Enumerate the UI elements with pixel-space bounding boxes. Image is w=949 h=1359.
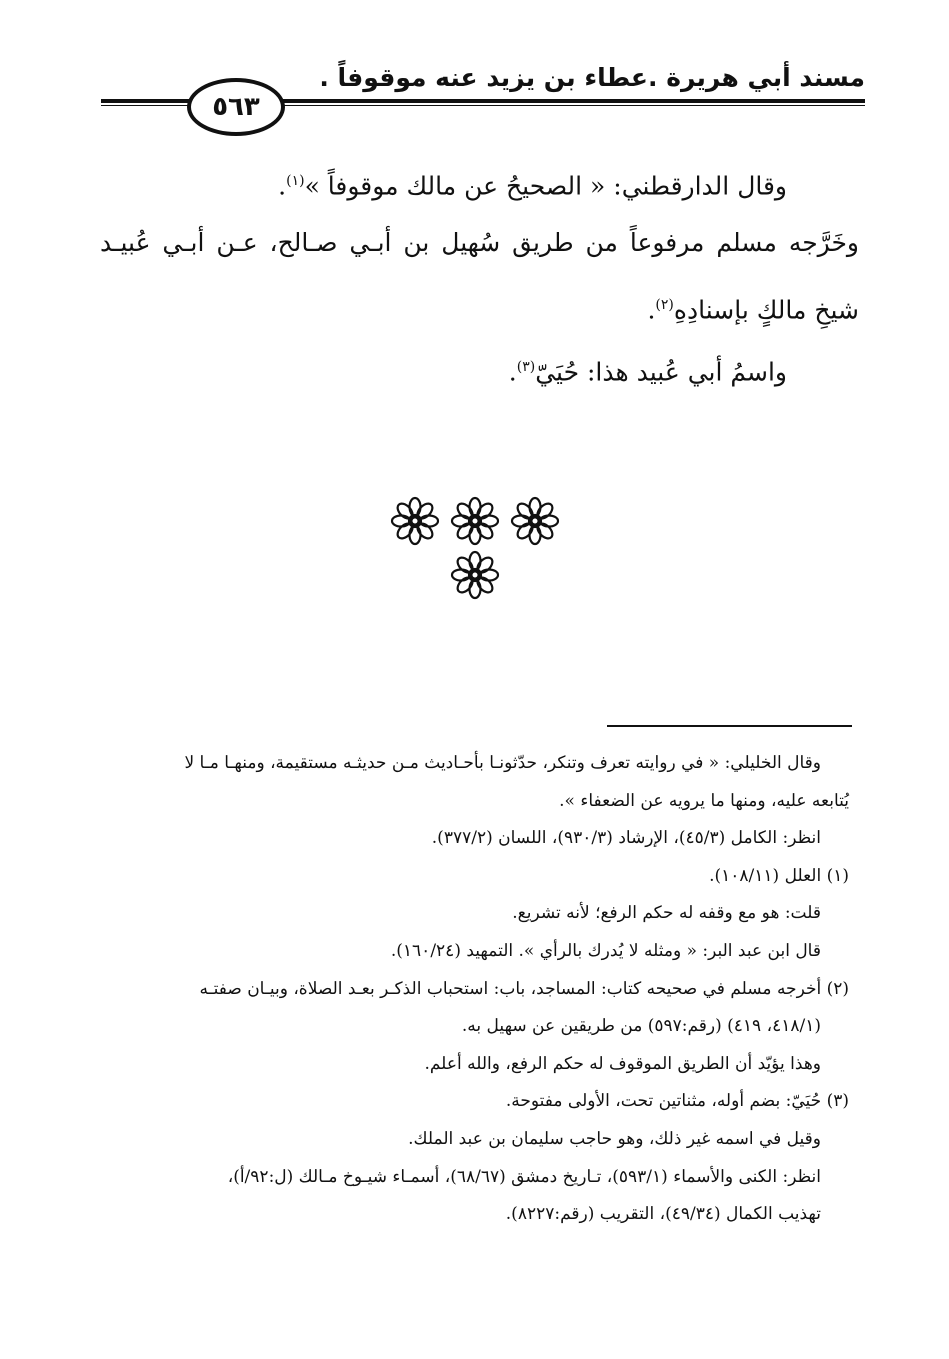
- main-line-2-word: عُبيـد: [100, 228, 151, 257]
- footnote-line: قلت: هو مع وقفه له حكم الرفع؛ لأنه تشريع.: [512, 903, 821, 924]
- flower-ornament-icon: [450, 550, 500, 600]
- footnote-line: انظر: الكامل (٤٥/٣)، الإرشاد (٩٣٠/٣)، اللسان (٣٧٧/٢).: [431, 828, 821, 849]
- main-line-1-text: وقال الدارقطني: « الصحيحُ عن مالك موقوفاً »: [304, 171, 787, 201]
- footnote-line: وقال الخليلي: « في روايته تعرف وتنكر، حدّثونـا بأحـاديث مـن حديثـه مستقيمة، ومنهـا مـا لا: [184, 753, 821, 773]
- footnote-separator: [607, 725, 852, 727]
- main-line-3: شيخِ مالكٍ بإسنادِهِ$^{(٢)}$.: [647, 295, 859, 325]
- main-line-2: [100, 212, 859, 274]
- main-line-4: واسمُ أبي عُبيد هذا: حُيَيّ$^{(٣)}$.: [508, 357, 787, 387]
- running-title: مسند أبي هريرة .عطاء بن يزيد عنه موقوفاً .: [319, 63, 865, 92]
- footnote-line: يُتابعه عليه، ومنها ما يرويه عن الضعفاء ».: [559, 790, 849, 811]
- footnote-line: تهذيب الكمال (٤٩/٣٤)، التقريب (رقم:٨٢٢٧).: [505, 1204, 821, 1225]
- page-number: ٥٦٣: [187, 78, 285, 136]
- ornament-row-top: [0, 496, 949, 550]
- main-line-2-word: أبـي: [349, 228, 392, 257]
- main-line-2-word: أبـي: [162, 228, 205, 257]
- section-ornaments: [0, 496, 949, 604]
- main-line-2-word: وخَرَّجه: [788, 228, 859, 257]
- main-text: [100, 150, 859, 398]
- flower-ornament-icon: [390, 496, 440, 546]
- main-line-2-word: من: [585, 228, 618, 257]
- main-line-2-word: مسلم: [716, 228, 777, 257]
- main-line-3-text: شيخِ مالكٍ بإسنادِهِ: [673, 295, 859, 325]
- main-line-2-word: طريق: [512, 228, 574, 257]
- flower-ornament-icon: [510, 496, 560, 546]
- main-line-2-word: بن: [403, 228, 430, 257]
- footnote-line: وقيل في اسمه غير ذلك، وهو حاجب سليمان بن عبد الملك.: [408, 1128, 821, 1149]
- footnote-ref-1: (١): [286, 173, 305, 189]
- main-line-2-word: صـالح،: [269, 228, 338, 257]
- footnote-line: (١) العلل (١٠٨/١١).: [709, 865, 849, 886]
- footnote-line: وهذا يؤيّد أن الطريق الموقوف له حكم الرفع، والله أعلم.: [424, 1053, 821, 1074]
- footnote-line: انظر: الكنى والأسماء (٥٩٣/١)، تـاريخ دمشق (٦٨/٦٧)، أسمـاء شيـوخ مـالك (ل:٩٢/أ)،: [227, 1166, 821, 1187]
- footnote-line: قال ابن عبد البر: « ومثله لا يُدرك بالرأي ». التمهيد (١٦٠/٢٤).: [390, 940, 821, 961]
- footnote-line: (٢) أخرجه مسلم في صحيحه كتاب: المساجد، باب: استحباب الذكـر بعـد الصلاة، وبيـان صفتـه: [199, 978, 849, 999]
- main-line-1: وقال الدارقطني: « الصحيحُ عن مالك موقوفاً »$^{(١)}$.: [278, 171, 787, 201]
- ornament-row-bottom: [0, 550, 949, 604]
- footnote-ref-3: (٣): [516, 359, 536, 375]
- main-line-2-word: عـن: [216, 228, 258, 257]
- footnote-ref-2: (٢): [655, 297, 674, 313]
- footnotes: [104, 745, 849, 1234]
- flower-ornament-icon: [450, 496, 500, 546]
- main-line-2-word: مرفوعاً: [629, 228, 705, 257]
- main-line-2-word: سُهيل: [441, 228, 501, 257]
- footnote-line: (٣) حُيَيّ: بضم أوله، مثناتين تحت، الأولى مفتوحة.: [505, 1091, 849, 1112]
- footnote-line: (٤١٨/١، ٤١٩) (رقم:٥٩٧) من طريقين عن سهيل به.: [461, 1016, 821, 1037]
- main-line-4-text: واسمُ أبي عُبيد هذا: حُيَيّ: [535, 357, 787, 387]
